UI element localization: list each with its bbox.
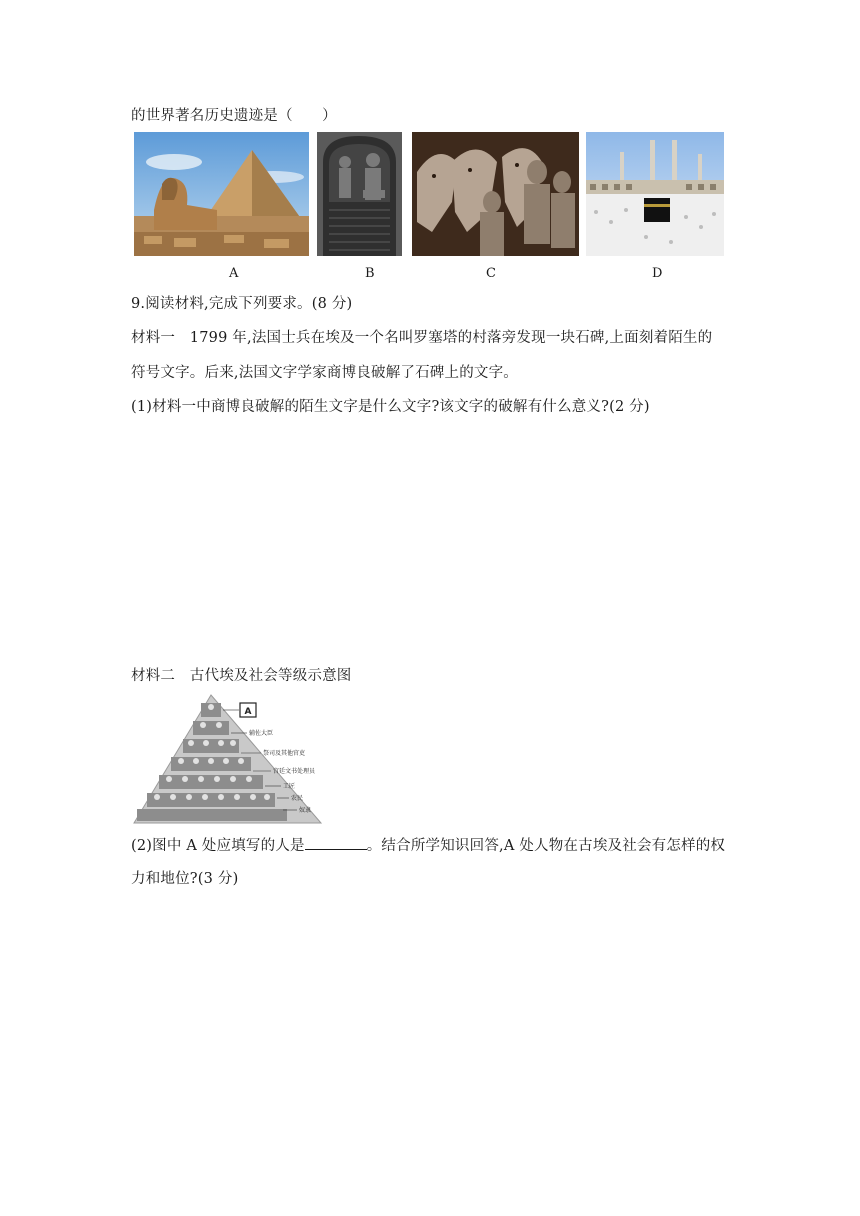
question-intro: 的世界著名历史遗迹是（ ） (131, 108, 337, 124)
sub-question-2-line-1 (131, 834, 725, 855)
pyramid-sphinx-icon (134, 132, 309, 256)
terracotta-army-icon (412, 132, 579, 256)
kaaba-icon (586, 132, 724, 256)
question-9-heading: 9.阅读材料,完成下列要求。(8 分) (131, 296, 353, 312)
option-a-image (134, 132, 309, 256)
option-c-image (412, 132, 579, 256)
option-b-label: B (365, 266, 375, 281)
answer-box-a-label: A (244, 707, 252, 717)
level-label-slaves: 奴隶 (299, 807, 312, 814)
level-label-ministers: 辅佐大臣 (249, 730, 274, 737)
option-b-image (317, 132, 402, 256)
sub-question-2-part-2: 。结合所学知识回答,A 处人物在古埃及社会有怎样的权 (366, 838, 726, 854)
sub-question-1: (1)材料一中商博良破解的陌生文字是什么文字?该文字的破解有什么意义?(2 分) (131, 399, 650, 415)
option-d-label: D (652, 266, 663, 281)
option-a-label: A (229, 266, 239, 281)
option-c-label: C (486, 266, 496, 281)
level-label-farmers: 农民 (291, 795, 304, 802)
sub-question-2-line-2: 力和地位?(3 分) (131, 871, 239, 887)
level-label-scribes: 宫廷文书处理员 (273, 768, 316, 775)
sub-question-2-part-1: (2)图中 A 处应填写的人是 (131, 838, 305, 854)
stele-icon (317, 132, 402, 256)
option-d-image (586, 132, 724, 256)
level-label-priests: 祭司及其他官吏 (263, 750, 306, 757)
material-1-line-1: 材料一 1799 年,法国士兵在埃及一个名叫罗塞塔的村落旁发现一块石碑,上面刻着陌生的 (131, 330, 713, 346)
material-1-line-2: 符号文字。后来,法国文字学家商博良破解了石碑上的文字。 (131, 365, 519, 381)
answer-blank[interactable] (305, 837, 367, 850)
material-2-caption: 材料二 古代埃及社会等级示意图 (131, 668, 352, 684)
level-label-artisans: 工匠 (283, 783, 296, 790)
social-hierarchy-pyramid (131, 693, 346, 825)
